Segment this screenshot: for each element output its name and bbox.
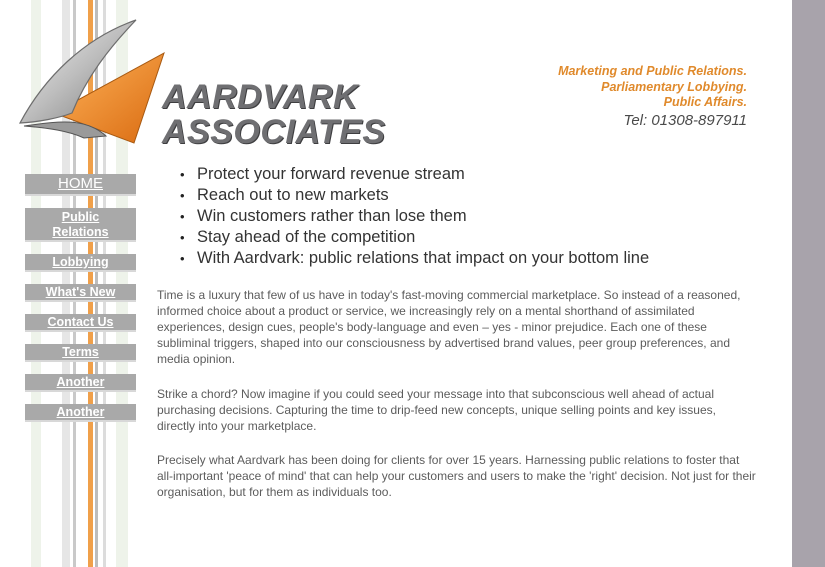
logo[interactable] (14, 18, 386, 151)
list-item: • With Aardvark: public relations that impact on your bottom line (180, 248, 649, 269)
tagline-line: Marketing and Public Relations. (558, 64, 747, 78)
tagline-line: Parliamentary Lobbying. (601, 79, 747, 94)
sidebar-nav (25, 174, 136, 422)
list-item: • Stay ahead of the competition (180, 227, 649, 248)
tagline (558, 64, 747, 130)
body-paragraph: Strike a chord? Now imagine if you could seed your message into that subconscious well ahead of actual purchasing decisions. Capturing the time to drip-feed new concepts, unique selling points and key issues, directly into your marketplace. (157, 387, 716, 433)
right-grey-band (792, 0, 825, 567)
list-item: • Protect your forward revenue stream (180, 164, 649, 185)
body-paragraph: Precisely what Aardvark has been doing for clients for over 15 years. Harnessing public relations to foster that all-important 'peace of mind' that can help your customers and users to make the 'right' decision. Not just for their organisation, but for them as individuals too. (157, 453, 756, 499)
nav-another[interactable]: Another (25, 374, 136, 392)
nav-home[interactable]: HOME (25, 174, 136, 196)
logo-word-associates: ASSOCIATES (162, 113, 386, 151)
nav-another[interactable]: Another (25, 404, 136, 422)
benefits-list (180, 164, 649, 269)
nav-lobbying[interactable]: Lobbying (25, 254, 136, 272)
telephone: Tel: 01308-897911 (623, 111, 747, 129)
tagline-line: Public Affairs. (663, 95, 747, 109)
body-paragraph: Time is a luxury that few of us have in today's fast-moving commercial marketplace. So instead of a reasoned, informed choice about a product or service, we increasingly rely on a mental shorthand of assimilated experiences, design cues, people's body-language and even – yes - minor prejudice. Each one of these subliminal triggers, shaped into our consciousness by advertised brand values, peer group preferences, and media opinion. (157, 288, 741, 366)
nav-contact-us[interactable]: Contact Us (25, 314, 136, 332)
nav-public-relations-line2: Relations (52, 225, 109, 239)
nav-public-relations-line1: Public (61, 210, 100, 224)
list-item: • Win customers rather than lose them (180, 206, 649, 227)
list-item: • Reach out to new markets (180, 185, 649, 206)
nav-whats-new[interactable]: What's New (25, 284, 136, 302)
logo-emblem-icon (14, 18, 174, 150)
logo-word-aardvark: AARDVARK (162, 78, 359, 116)
nav-public-relations[interactable] (25, 208, 136, 242)
nav-terms[interactable]: Terms (25, 344, 136, 362)
